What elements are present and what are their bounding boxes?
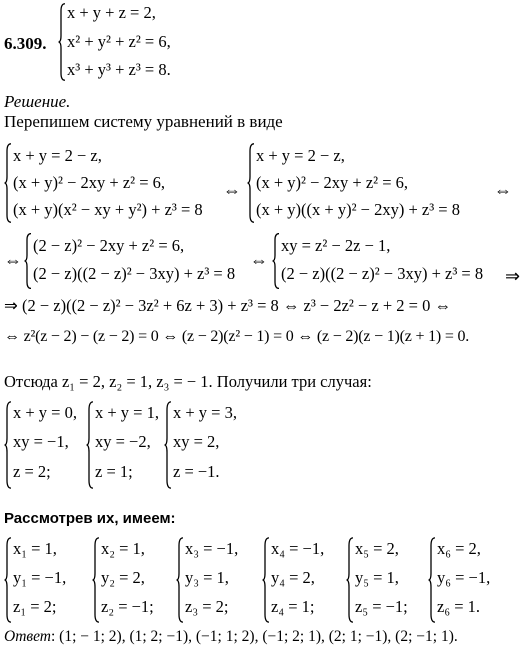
left-brace [428,537,436,623]
case-system-3 [164,400,254,490]
step2-2-eq-2: (2 − z)((2 − z)² − 3xy) + z³ = 8 [281,264,484,283]
intro-text: Перепишем систему уравнений в виде [4,112,283,131]
rewrite-2-eq-3: (x + y)((x + y)² − 2xy) + z³ = 8 [256,200,460,219]
problem-number: 6.309. [4,34,47,53]
problem-eq-3: x³ + y³ + z³ = 8. [67,60,171,79]
case-3-eq-1: x + y = 3, [173,403,237,422]
left-brace [247,143,255,223]
left-brace [86,401,94,489]
step2-system-1 [24,232,249,290]
result-4-y: y₄ = 2, [271,568,315,587]
case-1-eq-3: z = 2; [13,462,51,481]
answer-text: : (1; − 1; 2), (1; 2; −1), (−1; 1; 2), (−1; 2; 1), (2; 1; −1), (2; −1; 1). [50,628,458,645]
left-brace [164,401,172,489]
result-2-z: z₂ = −1; [101,597,154,616]
chain-line-1: ⇒ (2 − z)((2 − z)² − 3z² + 6z + 3) + z³ = 8 ⇔ z³ − 2z² − z + 2 = 0 ⇔ [4,296,451,315]
equiv-arrow: ⇔ [223,180,241,200]
step2-system-2 [272,232,497,290]
case-system-2 [86,400,170,490]
result-system-4 [262,536,346,624]
answer-line [4,628,458,646]
rewrite-1-eq-1: x + y = 2 − z, [13,146,102,165]
rewrite-1-eq-3: (x + y)(x² − xy + y²) + z³ = 8 [13,200,203,219]
case-2-eq-2: xy = −2, [95,432,151,451]
equiv-arrow: ⇔ [494,180,512,200]
left-brace [92,537,100,623]
result-4-x: x₄ = −1, [271,539,325,558]
solution-heading: Решение. [4,92,71,111]
result-4-z: z₄ = 1; [271,597,315,616]
result-1-x: x₁ = 1, [13,539,57,558]
left-brace [262,537,270,623]
result-5-x: x₅ = 2, [355,539,399,558]
left-brace [176,537,184,623]
case-3-eq-2: xy = 2, [173,432,220,451]
case-2-eq-3: z = 1; [95,462,133,481]
left-brace [4,401,12,489]
left-brace [24,233,32,289]
answer-label: Ответ [4,628,51,645]
left-brace [4,143,12,223]
result-system-5 [346,536,428,624]
case-1-eq-2: xy = −1, [13,432,69,451]
left-brace [4,537,12,623]
rewrite-1-eq-2: (x + y)² − 2xy + z² = 6, [13,173,166,192]
problem-eq-1: x + y + z = 2, [67,3,156,22]
left-brace [272,233,280,289]
left-brace [346,537,354,623]
result-system-1 [4,536,84,624]
result-6-x: x₆ = 2, [437,539,481,558]
case-1-eq-1: x + y = 0, [13,403,77,422]
result-3-y: y₃ = 1, [185,568,229,587]
result-system-2 [92,536,172,624]
equiv-arrow: ⇔ [4,250,22,270]
chain-line-2: ⇔ z²(z − 2) − (z − 2) = 0 ⇔ (z − 2)(z² − 1) = 0 ⇔ (z − 2)(z − 1)(z + 1) = 0. [4,328,470,345]
problem-eq-2: x² + y² + z² = 6, [67,32,171,51]
rewrite-2-eq-2: (x + y)² − 2xy + z² = 6, [256,173,409,192]
result-1-y: y₁ = −1, [13,568,67,587]
considering-text: Рассмотрев их, имеем: [4,510,176,527]
result-system-6 [428,536,518,624]
roots-line: Отсюда z₁ = 2, z₂ = 1, z₃ = − 1. Получили три случая: [4,372,372,391]
result-5-z: z₅ = −1; [355,597,408,616]
rewrite-2-eq-1: x + y = 2 − z, [256,146,345,165]
step2-1-eq-1: (2 − z)² − 2xy + z² = 6, [33,236,185,255]
result-6-z: z₆ = 1. [437,597,481,616]
result-1-z: z₁ = 2; [13,597,57,616]
problem-system [58,2,218,82]
rewrite-system-1 [4,142,244,224]
result-system-3 [176,536,260,624]
case-3-eq-3: z = −1. [173,462,220,481]
result-6-y: y₆ = −1, [437,568,491,587]
equiv-arrow: ⇔ [250,250,268,270]
result-2-x: x₂ = 1, [101,539,145,558]
result-3-x: x₃ = −1, [185,539,239,558]
step2-2-eq-1: xy = z² − 2z − 1, [281,236,391,255]
step2-1-eq-2: (2 − z)((2 − z)² − 3xy) + z³ = 8 [33,264,236,283]
implies-arrow: ⇒ [505,266,521,286]
result-2-y: y₂ = 2, [101,568,145,587]
result-3-z: z₃ = 2; [185,597,229,616]
case-2-eq-1: x + y = 1, [95,403,159,422]
case-system-1 [4,400,88,490]
result-5-y: y₅ = 1, [355,568,399,587]
left-brace [58,3,66,81]
rewrite-system-2 [247,142,497,224]
